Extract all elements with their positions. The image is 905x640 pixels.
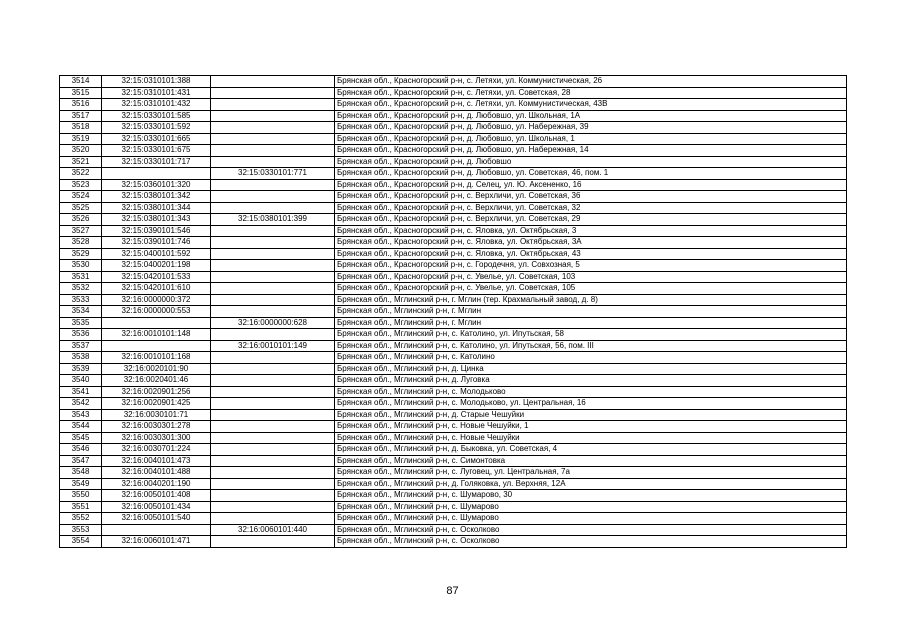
address-cell: Брянская обл., Красногорский р-н, д. Селец, ул. Ю. Аксененко, 16 [335, 179, 847, 191]
cadastral-number-cell: 32:15:0330101:675 [102, 145, 211, 157]
row-number-cell: 3533 [60, 294, 102, 306]
cadastral-number-cell: 32:16:0020901:256 [102, 386, 211, 398]
address-cell: Брянская обл., Красногорский р-н, с. Яловка, ул. Октябрьская, 3А [335, 237, 847, 249]
row-number-cell: 3519 [60, 133, 102, 145]
cadastral-number-cell: 32:15:0310101:432 [102, 99, 211, 111]
table-row [60, 99, 847, 111]
row-number-cell: 3530 [60, 260, 102, 272]
row-number-cell: 3535 [60, 317, 102, 329]
address-cell: Брянская обл., Мглинский р-н, д. Цинка [335, 363, 847, 375]
table-row [60, 145, 847, 157]
address-cell: Брянская обл., Мглинский р-н, д. Голяковка, ул. Верхняя, 12А [335, 478, 847, 490]
table-row [60, 421, 847, 433]
secondary-cadastral-number-cell [211, 237, 335, 249]
address-cell: Брянская обл., Мглинский р-н, с. Католино, ул. Ипутьская, 56, пом. III [335, 340, 847, 352]
table-row [60, 237, 847, 249]
row-number-cell: 3524 [60, 191, 102, 203]
secondary-cadastral-number-cell [211, 191, 335, 203]
table-row [60, 524, 847, 536]
address-cell: Брянская обл., Красногорский р-н, с. Верхличи, ул. Советская, 29 [335, 214, 847, 226]
address-cell: Брянская обл., Мглинский р-н, с. Шумарово [335, 513, 847, 525]
address-cell: Брянская обл., Красногорский р-н, с. Летяхи, ул. Коммунистическая, 43В [335, 99, 847, 111]
address-cell: Брянская обл., Красногорский р-н, с. Яловка, ул. Октябрьская, 43 [335, 248, 847, 260]
address-cell: Брянская обл., Мглинский р-н, д. Быковка, ул. Советская, 4 [335, 444, 847, 456]
table-row [60, 352, 847, 364]
secondary-cadastral-number-cell [211, 202, 335, 214]
secondary-cadastral-number-cell [211, 329, 335, 341]
row-number-cell: 3532 [60, 283, 102, 295]
address-cell: Брянская обл., Мглинский р-н, с. Новые Чешуйки [335, 432, 847, 444]
table-row [60, 444, 847, 456]
row-number-cell: 3551 [60, 501, 102, 513]
address-cell: Брянская обл., Мглинский р-н, с. Шумарово [335, 501, 847, 513]
cadastral-number-cell: 32:15:0330101:592 [102, 122, 211, 134]
row-number-cell: 3514 [60, 76, 102, 88]
secondary-cadastral-number-cell: 32:16:0010101:149 [211, 340, 335, 352]
table-row [60, 122, 847, 134]
cadastral-number-cell: 32:15:0390101:746 [102, 237, 211, 249]
address-cell: Брянская обл., Мглинский р-н, с. Осколково [335, 536, 847, 548]
secondary-cadastral-number-cell [211, 145, 335, 157]
cadastral-number-cell: 32:15:0330101:585 [102, 110, 211, 122]
table-row [60, 271, 847, 283]
row-number-cell: 3544 [60, 421, 102, 433]
secondary-cadastral-number-cell [211, 490, 335, 502]
secondary-cadastral-number-cell [211, 179, 335, 191]
address-cell: Брянская обл., Мглинский р-н, с. Молодьково, ул. Центральная, 16 [335, 398, 847, 410]
row-number-cell: 3528 [60, 237, 102, 249]
cadastral-number-cell: 32:15:0310101:431 [102, 87, 211, 99]
row-number-cell: 3540 [60, 375, 102, 387]
secondary-cadastral-number-cell [211, 432, 335, 444]
table-row [60, 76, 847, 88]
address-cell: Брянская обл., Красногорский р-н, д. Любовшо, ул. Школьная, 1 [335, 133, 847, 145]
address-cell: Брянская обл., Красногорский р-н, с. Яловка, ул. Октябрьская, 3 [335, 225, 847, 237]
secondary-cadastral-number-cell [211, 409, 335, 421]
secondary-cadastral-number-cell [211, 501, 335, 513]
table-row [60, 283, 847, 295]
table-row [60, 478, 847, 490]
address-cell: Брянская обл., Красногорский р-н, с. Городечня, ул. Совхозная, 5 [335, 260, 847, 272]
cadastral-number-cell: 32:16:0020401:46 [102, 375, 211, 387]
secondary-cadastral-number-cell [211, 110, 335, 122]
table-row [60, 317, 847, 329]
page-number: 87 [446, 585, 459, 597]
cadastral-number-cell: 32:15:0310101:388 [102, 76, 211, 88]
secondary-cadastral-number-cell [211, 375, 335, 387]
cadastral-number-cell: 32:16:0040101:473 [102, 455, 211, 467]
row-number-cell: 3518 [60, 122, 102, 134]
secondary-cadastral-number-cell [211, 536, 335, 548]
table-row [60, 214, 847, 226]
cadastral-number-cell: 32:16:0030301:300 [102, 432, 211, 444]
cadastral-number-cell [102, 317, 211, 329]
secondary-cadastral-number-cell [211, 156, 335, 168]
address-cell: Брянская обл., Красногорский р-н, с. Увелье, ул. Советская, 105 [335, 283, 847, 295]
address-cell: Брянская обл., Мглинский р-н, д. Старые Чешуйки [335, 409, 847, 421]
cadastral-number-cell: 32:15:0360101:320 [102, 179, 211, 191]
secondary-cadastral-number-cell [211, 421, 335, 433]
table-row [60, 191, 847, 203]
row-number-cell: 3516 [60, 99, 102, 111]
address-cell: Брянская обл., Красногорский р-н, с. Верхличи, ул. Советская, 36 [335, 191, 847, 203]
cadastral-number-cell: 32:15:0420101:610 [102, 283, 211, 295]
cadastral-number-cell: 32:15:0380101:343 [102, 214, 211, 226]
row-number-cell: 3553 [60, 524, 102, 536]
address-cell: Брянская обл., Мглинский р-н, д. Луговка [335, 375, 847, 387]
row-number-cell: 3554 [60, 536, 102, 548]
table-row [60, 179, 847, 191]
cadastral-number-cell: 32:16:0050101:540 [102, 513, 211, 525]
row-number-cell: 3520 [60, 145, 102, 157]
row-number-cell: 3522 [60, 168, 102, 180]
cadastral-number-cell: 32:15:0390101:546 [102, 225, 211, 237]
cadastral-number-cell: 32:15:0330101:717 [102, 156, 211, 168]
address-cell: Брянская обл., Красногорский р-н, д. Любовшо, ул. Школьная, 1А [335, 110, 847, 122]
secondary-cadastral-number-cell [211, 398, 335, 410]
secondary-cadastral-number-cell [211, 386, 335, 398]
row-number-cell: 3546 [60, 444, 102, 456]
cadastral-number-cell [102, 168, 211, 180]
cadastral-number-cell: 32:16:0020901:425 [102, 398, 211, 410]
cadastral-number-cell: 32:15:0380101:342 [102, 191, 211, 203]
address-cell: Брянская обл., Мглинский р-н, с. Католино, ул. Ипутьская, 58 [335, 329, 847, 341]
address-cell: Брянская обл., Мглинский р-н, с. Новые Чешуйки, 1 [335, 421, 847, 433]
row-number-cell: 3547 [60, 455, 102, 467]
table-row [60, 168, 847, 180]
address-cell: Брянская обл., Мглинский р-н, с. Шумарово, 30 [335, 490, 847, 502]
row-number-cell: 3541 [60, 386, 102, 398]
table-row [60, 409, 847, 421]
cadastral-number-cell: 32:16:0030301:278 [102, 421, 211, 433]
row-number-cell: 3537 [60, 340, 102, 352]
row-number-cell: 3539 [60, 363, 102, 375]
row-number-cell: 3549 [60, 478, 102, 490]
row-number-cell: 3545 [60, 432, 102, 444]
table-row [60, 306, 847, 318]
row-number-cell: 3538 [60, 352, 102, 364]
row-number-cell: 3525 [60, 202, 102, 214]
address-cell: Брянская обл., Мглинский р-н, с. Молодьково [335, 386, 847, 398]
cadastral-number-cell [102, 340, 211, 352]
secondary-cadastral-number-cell [211, 455, 335, 467]
address-cell: Брянская обл., Красногорский р-н, д. Любовшо, ул. Набережная, 39 [335, 122, 847, 134]
cadastral-number-cell: 32:16:0050101:434 [102, 501, 211, 513]
secondary-cadastral-number-cell [211, 306, 335, 318]
cadastral-number-cell: 32:16:0000000:372 [102, 294, 211, 306]
row-number-cell: 3526 [60, 214, 102, 226]
table-row [60, 432, 847, 444]
row-number-cell: 3523 [60, 179, 102, 191]
table-row [60, 133, 847, 145]
cadastral-number-cell: 32:16:0050101:408 [102, 490, 211, 502]
address-cell: Брянская обл., Красногорский р-н, д. Любовшо, ул. Набережная, 14 [335, 145, 847, 157]
secondary-cadastral-number-cell [211, 133, 335, 145]
secondary-cadastral-number-cell [211, 260, 335, 272]
table-row [60, 455, 847, 467]
row-number-cell: 3536 [60, 329, 102, 341]
address-cell: Брянская обл., Мглинский р-н, г. Мглин (тер. Крахмальный завод, д. 8) [335, 294, 847, 306]
row-number-cell: 3552 [60, 513, 102, 525]
cadastral-number-cell: 32:16:0060101:471 [102, 536, 211, 548]
cadastral-number-cell: 32:16:0040101:488 [102, 467, 211, 479]
table-row [60, 398, 847, 410]
secondary-cadastral-number-cell: 32:15:0330101:771 [211, 168, 335, 180]
address-cell: Брянская обл., Красногорский р-н, с. Летяхи, ул. Коммунистическая, 26 [335, 76, 847, 88]
table-row [60, 156, 847, 168]
records-table-body [60, 76, 847, 548]
cadastral-number-cell [102, 524, 211, 536]
cadastral-number-cell: 32:16:0010101:168 [102, 352, 211, 364]
secondary-cadastral-number-cell [211, 76, 335, 88]
address-cell: Брянская обл., Мглинский р-н, с. Симонтовка [335, 455, 847, 467]
table-row [60, 467, 847, 479]
address-cell: Брянская обл., Красногорский р-н, д. Любовшо [335, 156, 847, 168]
row-number-cell: 3543 [60, 409, 102, 421]
row-number-cell: 3548 [60, 467, 102, 479]
secondary-cadastral-number-cell [211, 513, 335, 525]
table-row [60, 294, 847, 306]
row-number-cell: 3534 [60, 306, 102, 318]
table-row [60, 87, 847, 99]
secondary-cadastral-number-cell [211, 352, 335, 364]
table-row [60, 386, 847, 398]
table-row [60, 375, 847, 387]
cadastral-number-cell: 32:16:0010101:148 [102, 329, 211, 341]
cadastral-number-cell: 32:15:0330101:665 [102, 133, 211, 145]
row-number-cell: 3550 [60, 490, 102, 502]
address-cell: Брянская обл., Мглинский р-н, с. Осколково [335, 524, 847, 536]
address-cell: Брянская обл., Красногорский р-н, с. Летяхи, ул. Советская, 28 [335, 87, 847, 99]
table-row [60, 225, 847, 237]
row-number-cell: 3517 [60, 110, 102, 122]
secondary-cadastral-number-cell [211, 444, 335, 456]
table-row [60, 340, 847, 352]
secondary-cadastral-number-cell [211, 478, 335, 490]
cadastral-number-cell: 32:16:0000000:553 [102, 306, 211, 318]
table-row [60, 248, 847, 260]
address-cell: Брянская обл., Красногорский р-н, с. Увелье, ул. Советская, 103 [335, 271, 847, 283]
table-row [60, 513, 847, 525]
secondary-cadastral-number-cell [211, 248, 335, 260]
secondary-cadastral-number-cell [211, 99, 335, 111]
secondary-cadastral-number-cell [211, 363, 335, 375]
cadastral-number-cell: 32:16:0020101:90 [102, 363, 211, 375]
secondary-cadastral-number-cell [211, 271, 335, 283]
row-number-cell: 3527 [60, 225, 102, 237]
table-row [60, 536, 847, 548]
cadastral-number-cell: 32:16:0030101:71 [102, 409, 211, 421]
table-row [60, 363, 847, 375]
secondary-cadastral-number-cell [211, 122, 335, 134]
table-row [60, 260, 847, 272]
row-number-cell: 3531 [60, 271, 102, 283]
row-number-cell: 3515 [60, 87, 102, 99]
table-row [60, 202, 847, 214]
row-number-cell: 3529 [60, 248, 102, 260]
row-number-cell: 3521 [60, 156, 102, 168]
address-cell: Брянская обл., Красногорский р-н, д. Любовшо, ул. Советская, 46, пом. 1 [335, 168, 847, 180]
secondary-cadastral-number-cell: 32:15:0380101:399 [211, 214, 335, 226]
cadastral-number-cell: 32:15:0380101:344 [102, 202, 211, 214]
address-cell: Брянская обл., Красногорский р-н, с. Верхличи, ул. Советская, 32 [335, 202, 847, 214]
secondary-cadastral-number-cell [211, 283, 335, 295]
address-cell: Брянская обл., Мглинский р-н, с. Луговец, ул. Центральная, 7а [335, 467, 847, 479]
secondary-cadastral-number-cell [211, 294, 335, 306]
address-cell: Брянская обл., Мглинский р-н, с. Католино [335, 352, 847, 364]
cadastral-number-cell: 32:15:0400201:198 [102, 260, 211, 272]
records-table [59, 75, 847, 548]
cadastral-number-cell: 32:16:0030701:224 [102, 444, 211, 456]
row-number-cell: 3542 [60, 398, 102, 410]
cadastral-number-cell: 32:15:0420101:533 [102, 271, 211, 283]
table-row [60, 490, 847, 502]
address-cell: Брянская обл., Мглинский р-н, г. Мглин [335, 317, 847, 329]
secondary-cadastral-number-cell [211, 467, 335, 479]
cadastral-number-cell: 32:15:0400101:592 [102, 248, 211, 260]
secondary-cadastral-number-cell [211, 87, 335, 99]
cadastral-number-cell: 32:16:0040201:190 [102, 478, 211, 490]
table-row [60, 501, 847, 513]
secondary-cadastral-number-cell [211, 225, 335, 237]
secondary-cadastral-number-cell: 32:16:0000000:628 [211, 317, 335, 329]
table-row [60, 329, 847, 341]
address-cell: Брянская обл., Мглинский р-н, г. Мглин [335, 306, 847, 318]
secondary-cadastral-number-cell: 32:16:0060101:440 [211, 524, 335, 536]
table-row [60, 110, 847, 122]
